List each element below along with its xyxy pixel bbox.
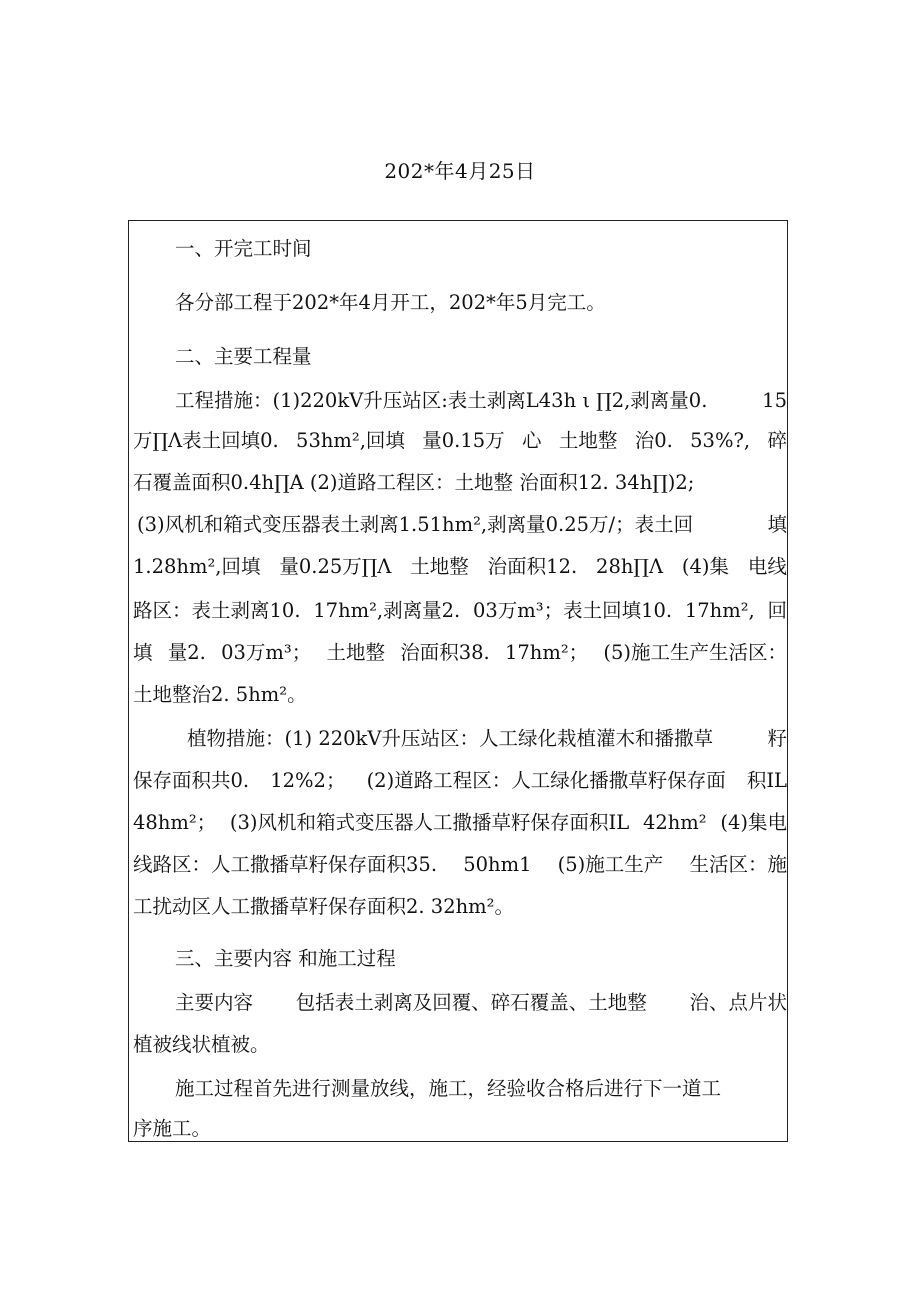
plant-line-4: 线路区：人工撒播草籽保存面积35. 50hm1 (5)施工生产 生活区：施	[133, 853, 787, 876]
content-box	[128, 220, 788, 1142]
engineering-line-6: 路区：表土剥离10. 17hm²,剥离量2. 03万m³；表土回填10. 17hm², 回	[133, 599, 787, 622]
document-date: 202*年4月25日	[384, 159, 536, 183]
content-line-2: 植被线状植被。	[133, 1033, 270, 1056]
engineering-line-7: 填 量2. 03万m³； 土地整 治面积38. 17hm²； (5)施工生产生活区：	[133, 641, 787, 664]
content-line-1: 主要内容 包括表土剥离及回覆、碎石覆盖、土地整 治、点片状	[175, 991, 787, 1014]
engineering-line-5: 1.28hm²,回填 量0.25万∏Λ 土地整 治面积12. 28h∏Λ (4)集 电线	[133, 555, 787, 578]
section-2-heading: 二、主要工程量	[175, 345, 312, 368]
engineering-line-1: 工程措施：(1)220kV升压站区:表土剥离L43h ι ∏2,剥离量0. 15	[175, 389, 787, 412]
plant-line-3: 48hm²； (3)风机和箱式变压器人工撒播草籽保存面积IL 42hm² (4)集电	[133, 811, 787, 834]
plant-line-5: 工扰动区人工撒播草籽保存面积2. 32hm²。	[133, 895, 514, 918]
engineering-line-8: 土地整治2. 5hm²。	[133, 683, 307, 706]
process-line-1: 施工过程首先进行测量放线，施工，经验收合格后进行下一道工	[175, 1077, 722, 1100]
plant-line-1: 植物措施：(1) 220kV升压站区：人工绿化栽植灌木和播撒草 籽	[187, 727, 787, 750]
process-line-2: 序施工。	[133, 1117, 212, 1140]
engineering-line-4: (3)风机和箱式变压器表土剥离1.51hm²,剥离量0.25万/；表土回 填	[137, 513, 787, 536]
section-3-heading: 三、主要内容 和施工过程	[175, 947, 396, 970]
engineering-line-2: 万∏Λ表土回填0. 53hm²,回填 量0.15万 心 土地整 治0. 53%?, 碎	[133, 429, 787, 452]
plant-line-2: 保存面积共0. 12%2； (2)道路工程区：人工绿化播撒草籽保存面 积IL	[133, 769, 787, 792]
section-1-text: 各分部工程于202*年4月开工，202*年5月完工。	[175, 291, 606, 314]
engineering-line-3: 石覆盖面积0.4h∏A (2)道路工程区：土地整 治面积12. 34h∏)2;	[133, 471, 695, 494]
section-1-heading: 一、开完工时间	[175, 237, 312, 260]
